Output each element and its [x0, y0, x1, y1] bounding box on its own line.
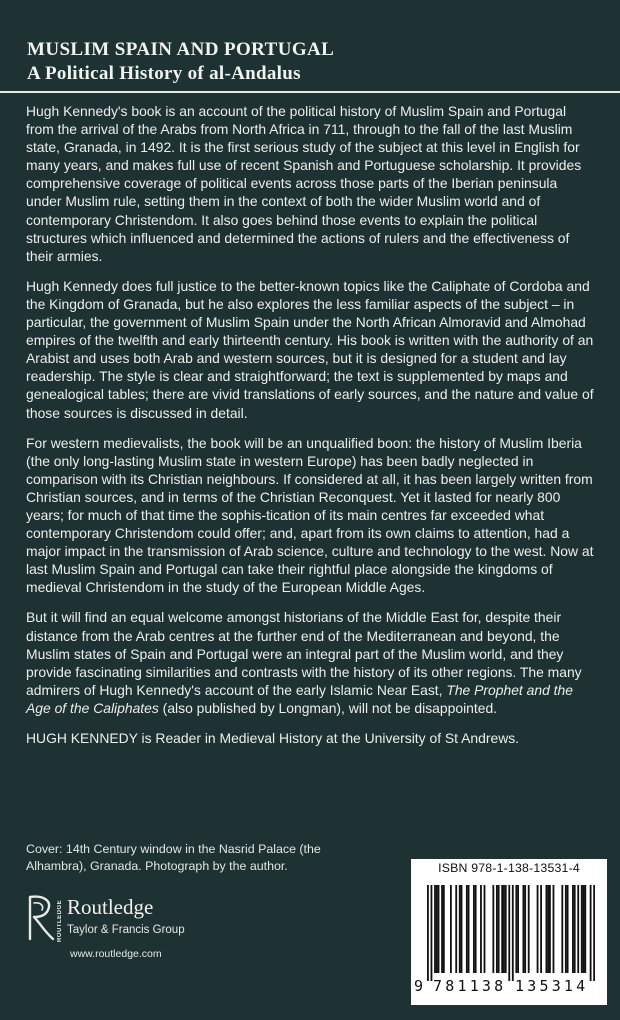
barcode-bar — [593, 885, 595, 981]
barcode-bar — [553, 885, 555, 973]
barcode-bar — [461, 885, 463, 973]
paragraph-4-text: But it will find an equal welcome amongst historians of the Middle East for, despite their distance from the Arab centres at the further end of the Mediterranean and beyond, the Muslim states of Spain and Portugal were an integral part of the Muslim world, and they provide fascinating similarities and contrasts with the history of its other regions. The many admirers of Hugh Kennedy's account of the early Islamic Near East, — [26, 609, 582, 698]
barcode-icon — [427, 885, 595, 981]
ean-right-digits: 135314 — [515, 977, 589, 995]
barcode-bar — [549, 885, 551, 973]
barcode-bar — [431, 885, 433, 981]
barcode-bar — [480, 885, 482, 973]
publisher-vertical-label: ROUTLEDGE — [57, 899, 63, 942]
blurb-paragraph-1: Hugh Kennedy's book is an account of the political history of Muslim Spain and Portugal from the arrival of the Arabs from North Africa in 711, through to the fall of the last Muslim state, Granada, in 1492. It is the first serious study of the subject at this level in English for many years, and makes full use of recent Spanish and Portuguese scholarship. It provides comprehensive coverage of political events across those parts of the Iberian peninsula under Muslim rule, setting them in the context of both the wider Muslim world and of contemporary Christendom. It also goes behind those events to explain the political structures which influenced and determined the actions of rulers and the effectiveness of their armies. — [26, 103, 582, 264]
barcode-bar — [574, 885, 576, 973]
routledge-r-logo-icon — [26, 893, 56, 943]
barcode-bar — [434, 885, 436, 973]
barcode-box — [411, 859, 607, 1005]
barcode-bar — [501, 885, 503, 973]
barcode-bar — [512, 885, 514, 981]
barcode-bar — [572, 885, 574, 973]
barcode-bar — [540, 885, 542, 973]
publisher-url: www.routledge.com — [70, 948, 162, 960]
barcode-bar — [537, 885, 539, 973]
barcode-bar — [517, 885, 519, 973]
barcode-bar — [459, 885, 461, 973]
barcode-bar — [547, 885, 549, 973]
barcode-bar — [567, 885, 569, 973]
publisher-name: Routledge — [67, 895, 154, 919]
barcode-bar — [522, 885, 524, 973]
blurb-paragraph-3: For western medievalists, the book will be an unqualified boon: the history of Muslim Iberia (the only long-lasting Muslim state in western Europe) has been badly neglected in comparison with its Christian neighbours. If considered at all, it has been largely written from Christian sources, and in terms of the Christian Reconquest. Yet it lasted for nearly 800 years; for much of that time the sophis-tication of its main centres far exceeded what contemporary Christendom could offer; and, apart from its own claims to attention, had a major impact in the transmission of Arab science, culture and technology to the west. Now at last Muslim Spain and Portugal can take their rightful place alongside the kingdoms of medieval Christendom in the study of the European Middle Ages. — [26, 434, 594, 596]
blurb-text — [26, 102, 596, 747]
barcode-bar — [498, 885, 500, 973]
related-book-title: The Prophet and the Age of the Caliphates — [26, 681, 573, 716]
barcode-bar — [466, 885, 468, 973]
barcode-bar — [475, 885, 477, 973]
barcode-bar — [584, 885, 586, 973]
barcode-bar — [561, 885, 563, 973]
barcode-bar — [583, 885, 585, 973]
barcode-bar — [545, 885, 547, 973]
barcode-bar — [515, 885, 517, 973]
barcode-bar — [581, 885, 583, 973]
barcode-bar — [455, 885, 457, 973]
barcode-bar — [427, 885, 429, 981]
title-divider — [0, 91, 620, 93]
book-title: MUSLIM SPAIN AND PORTUGAL — [27, 39, 335, 60]
barcode-bar — [468, 885, 470, 973]
barcode-bar — [577, 885, 579, 973]
blurb-paragraph-4 — [26, 608, 596, 717]
barcode-bar — [484, 885, 486, 973]
ean-left-digits: 781138 — [433, 977, 507, 995]
cover-caption: Cover: 14th Century window in the Nasrid Palace (the Alhambra), Granada. Photograph by the author. — [26, 842, 321, 873]
barcode-bar — [565, 885, 567, 973]
blurb-paragraph-2: Hugh Kennedy does full justice to the better-known topics like the Caliphate of Cordoba and the Kingdom of Granada, but he also explores the less familiar aspects of the subject – in particular, the government of Muslim Spain under the North African Almoravid and Almohad empires of the twelfth and early thirteenth century. His book is written with the authority of an Arabist and uses both Arab and western sources, but it is designed for a student and lay readership. The style is clear and straightforward; the text is supplemented by maps and genealogical tables; there are vivid translations of early sources, and the nature and value of those sources is discussed in detail. — [26, 277, 594, 421]
barcode-bar — [590, 885, 592, 981]
barcode-bar — [508, 885, 510, 981]
barcode-bar — [441, 885, 443, 973]
author-note: HUGH KENNEDY is Reader in Medieval History at the University of St Andrews. — [26, 730, 520, 746]
paragraph-4-tail: (also published by Longman), will not be disappointed. — [158, 699, 498, 716]
barcode-bar — [524, 885, 526, 973]
barcode-bar — [443, 885, 445, 973]
book-subtitle: A Political History of al-Andalus — [27, 63, 301, 84]
barcode-bar — [528, 885, 530, 973]
barcode-bar — [450, 885, 452, 973]
barcode-bar — [473, 885, 475, 973]
isbn-label: ISBN 978-1-138-13531-4 — [438, 861, 580, 875]
barcode-bar — [505, 885, 507, 973]
ean-first-digit: 9 — [414, 977, 424, 995]
barcode-bar — [436, 885, 438, 973]
title-block — [27, 38, 587, 86]
barcode-bar — [503, 885, 505, 973]
publisher-group: Taylor & Francis Group — [67, 924, 185, 936]
barcode-bar — [492, 885, 494, 973]
barcode-bar — [496, 885, 498, 973]
barcode-bar — [438, 885, 440, 973]
